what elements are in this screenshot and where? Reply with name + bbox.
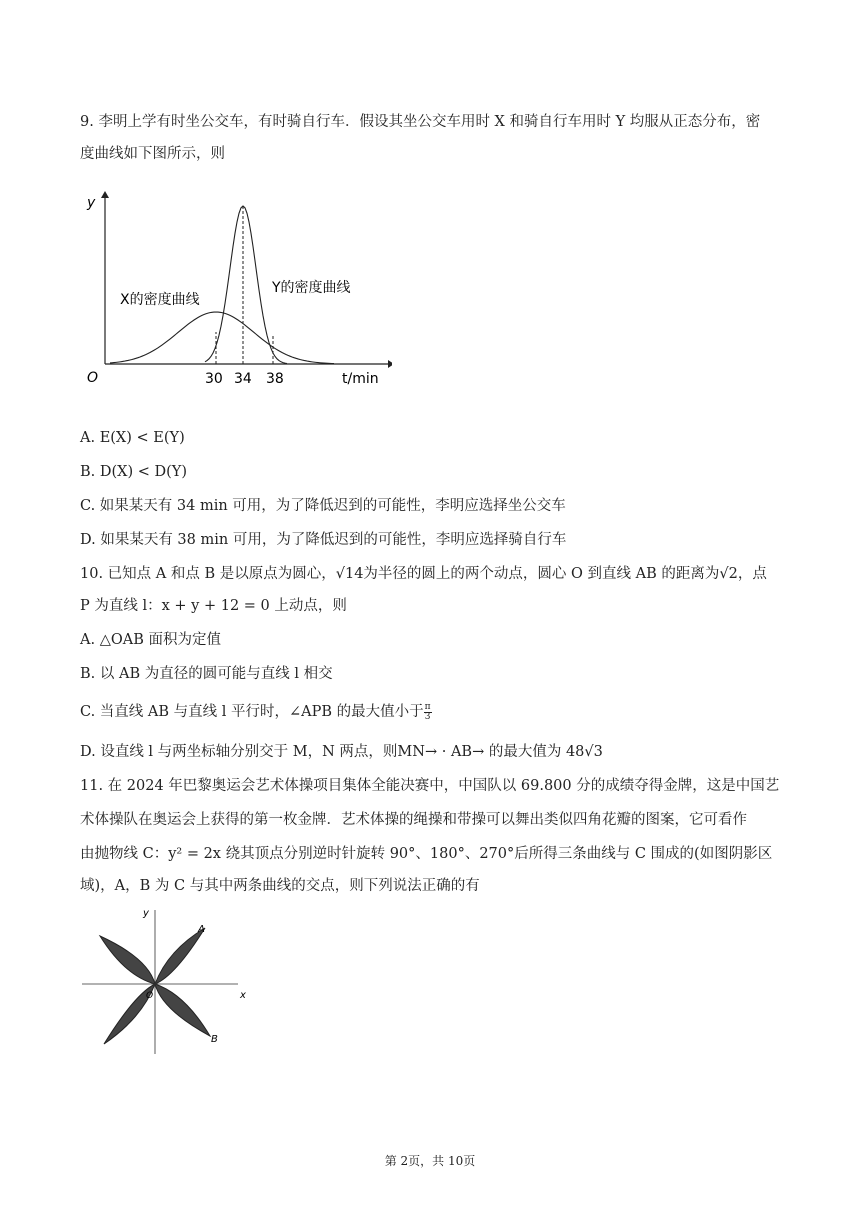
q10-option-d: D. 设直线 l 与两坐标轴分别交于 M，N 两点，则MN→ · AB→ 的最大值为 48√3 (80, 744, 603, 760)
q10-option-c-text: C. 当直线 AB 与直线 l 平行时，∠APB 的最大值小于 (80, 704, 424, 720)
q10-stem-line1: 10. 已知点 A 和点 B 是以原点为圆心，√14为半径的圆上的两个动点，圆心 O 到直线 AB 的距离为√2，点 (80, 566, 767, 582)
page-footer: 第 2页，共 10页 (384, 1154, 476, 1168)
q9-tick-30: 30 (205, 371, 223, 387)
q11-petal-se (155, 984, 210, 1036)
q9-stem-line1: 9. 李明上学有时坐公交车，有时骑自行车．假设其坐公交车用时 X 和骑自行车用时 Y 均服从正态分布，密 (80, 114, 761, 130)
q11-point-a: A (198, 924, 205, 935)
q11-petal-figure (80, 906, 250, 1058)
q11-stem-line4: 域)，A，B 为 C 与其中两条曲线的交点，则下列说法正确的有 (80, 878, 480, 894)
q9-option-c: C. 如果某天有 34 min 可用，为了降低迟到的可能性，李明应选择坐公交车 (80, 498, 566, 514)
q11-point-b: B (211, 1034, 218, 1045)
q9-y-label: y (87, 195, 96, 211)
q9-option-a: A. E(X) < E(Y) (80, 430, 185, 446)
q9-option-d: D. 如果某天有 38 min 可用，为了降低迟到的可能性，李明应选择骑自行车 (80, 532, 567, 548)
q10-option-c-fraction (424, 703, 432, 722)
q11-stem-line1: 11. 在 2024 年巴黎奥运会艺术体操项目集体全能决赛中，中国队以 69.800 分的成绩夺得金牌，这是中国艺 (80, 778, 780, 794)
q9-y-curve-label: Y的密度曲线 (272, 280, 351, 296)
q9-y-arrow (101, 191, 109, 198)
q9-origin-label: O (87, 370, 99, 386)
q11-stem-line2: 术体操队在奥运会上获得的第一枚金牌．艺术体操的绳操和带操可以舞出类似四角花瓣的图案，它可看作 (80, 812, 747, 828)
q10-stem-line2: P 为直线 l：x + y + 12 = 0 上动点，则 (80, 598, 347, 614)
q9-x-curve-label: X的密度曲线 (120, 292, 200, 308)
q11-y-label: y (143, 908, 149, 919)
q10-frac-den: 3 (424, 711, 431, 722)
q11-x-label: x (240, 990, 246, 1001)
q9-density-figure (72, 186, 392, 391)
q9-x-arrow (388, 360, 392, 368)
q10-option-b: B. 以 AB 为直径的圆可能与直线 l 相交 (80, 666, 333, 682)
q10-option-a: A. △OAB 面积为定值 (80, 632, 221, 648)
q10-frac-num: π (424, 701, 431, 712)
q9-tick-34: 34 (234, 371, 252, 387)
q11-petal-ne (155, 928, 205, 984)
q9-stem-line2: 度曲线如下图所示，则 (80, 146, 225, 162)
q11-origin-label: O (146, 991, 154, 1001)
q9-tick-38: 38 (266, 371, 284, 387)
q9-option-b: B. D(X) < D(Y) (80, 464, 188, 480)
q9-x-label: t/min (342, 371, 379, 387)
q10-option-c (80, 702, 432, 722)
q11-petal-nw (100, 936, 155, 984)
q11-stem-line3: 由抛物线 C：y² = 2x 绕其顶点分别逆时针旋转 90°、180°、270°后所得三条曲线与 C 围成的(如图阴影区 (80, 846, 773, 862)
